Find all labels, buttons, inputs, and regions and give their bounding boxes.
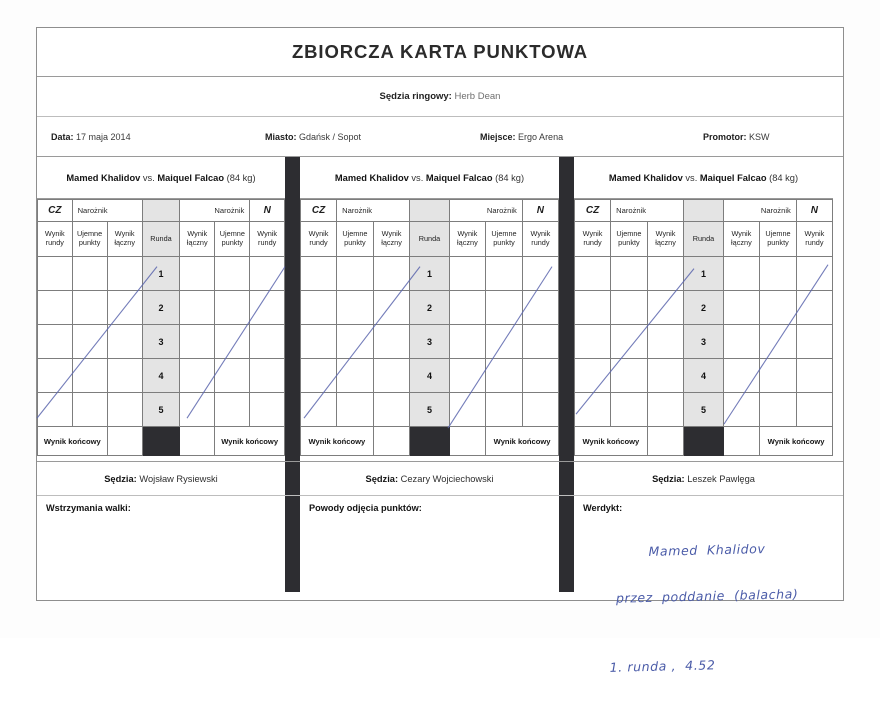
col-round-result-right-2: Wynik rundy: [522, 222, 558, 257]
col-negative-right-2: Ujemne punkty: [486, 222, 523, 257]
corner-label-left-3: Narożnik: [611, 200, 684, 222]
handwritten-verdict: [602, 513, 802, 725]
cell-total-left[interactable]: [647, 325, 684, 359]
round-number: 2: [410, 291, 449, 325]
col-round-result-left-2: Wynik rundy: [301, 222, 337, 257]
final-label-right-2: Wynik końcowy: [486, 427, 559, 456]
page-title: ZBIORCZA KARTA PUNKTOWA: [291, 41, 589, 62]
table-row: [38, 257, 285, 291]
fight-title-2: [300, 157, 559, 199]
cell-negative-right[interactable]: [486, 257, 523, 291]
meta-city-value: Gdańsk / Sopot: [299, 131, 362, 142]
cell-score-left[interactable]: [38, 359, 73, 393]
final-result-row-3: [575, 427, 833, 456]
corner-code-right-1: N: [250, 200, 285, 222]
cell-score-left[interactable]: [575, 291, 611, 325]
cell-score-left[interactable]: [301, 257, 337, 291]
cell-total-left[interactable]: [107, 393, 142, 427]
final-label-left-3: Wynik końcowy: [575, 427, 648, 456]
meta-promoter-value: KSW: [749, 131, 770, 142]
table-row: [301, 257, 559, 291]
cell-score-right[interactable]: [250, 257, 285, 291]
cell-total-right[interactable]: [180, 359, 215, 393]
round-number: 3: [410, 325, 449, 359]
col-negative-left-1: Ujemne punkty: [72, 222, 107, 257]
cell-total-right[interactable]: [180, 257, 215, 291]
note-point-deductions[interactable]: [300, 496, 559, 592]
scoring-panel-2: [300, 157, 559, 461]
final-cell-left-1[interactable]: [107, 427, 142, 456]
corner-gap-2: [410, 200, 449, 222]
score-grid-1: [37, 199, 285, 456]
final-result-row-1: [38, 427, 285, 456]
corner-header-row-1: [38, 200, 285, 222]
referee-line: [380, 91, 501, 102]
scoring-panel-3: [574, 157, 833, 461]
col-total-right-1: Wynik łączny: [180, 222, 215, 257]
table-row: [301, 291, 559, 325]
round-number: 3: [142, 325, 180, 359]
cell-score-left[interactable]: [575, 325, 611, 359]
cell-negative-left[interactable]: [337, 393, 374, 427]
final-label-left-2: Wynik końcowy: [301, 427, 374, 456]
final-label-right-3: Wynik końcowy: [760, 427, 833, 456]
table-row: [575, 257, 833, 291]
weight-class-3: (84 kg): [769, 172, 799, 183]
table-row: [301, 325, 559, 359]
cell-negative-right[interactable]: [486, 359, 523, 393]
meta-date-label: Data:: [51, 131, 74, 142]
col-round-result-right-1: Wynik rundy: [250, 222, 285, 257]
cell-total-right[interactable]: [180, 291, 215, 325]
cell-score-left[interactable]: [575, 257, 611, 291]
title-row: [37, 28, 843, 77]
cell-total-right[interactable]: [723, 359, 760, 393]
round-number: 2: [142, 291, 180, 325]
col-total-left-1: Wynik łączny: [107, 222, 142, 257]
event-meta-row: [37, 117, 843, 157]
corner-gap-1: [142, 200, 180, 222]
panel-separator-1: [285, 157, 300, 461]
cell-score-right[interactable]: [250, 393, 285, 427]
judge-1: [37, 462, 285, 495]
cell-negative-left[interactable]: [611, 359, 648, 393]
cell-total-right[interactable]: [449, 257, 486, 291]
cell-score-right[interactable]: [250, 291, 285, 325]
note-stoppages[interactable]: [37, 496, 285, 592]
cell-total-left[interactable]: [373, 393, 410, 427]
round-number: 5: [410, 393, 449, 427]
cell-negative-right[interactable]: [760, 325, 797, 359]
cell-negative-right[interactable]: [486, 291, 523, 325]
fighter-blue-3: Maiquel Falcao: [699, 172, 767, 183]
cell-score-left[interactable]: [575, 359, 611, 393]
fighter-red-3: Mamed Khalidov: [608, 172, 683, 183]
table-row: [575, 291, 833, 325]
panel-separator-2: [559, 157, 574, 461]
cell-total-left[interactable]: [647, 291, 684, 325]
final-label-left-1: Wynik końcowy: [38, 427, 108, 456]
cell-negative-left[interactable]: [611, 393, 648, 427]
cell-total-left[interactable]: [373, 291, 410, 325]
cell-negative-left[interactable]: [72, 359, 107, 393]
cell-score-right[interactable]: [522, 291, 558, 325]
cell-negative-left[interactable]: [611, 291, 648, 325]
table-row: [575, 359, 833, 393]
cell-negative-right[interactable]: [760, 291, 797, 325]
cell-score-left[interactable]: [38, 325, 73, 359]
meta-date-value: 17 maja 2014: [76, 131, 131, 142]
cell-total-right[interactable]: [723, 257, 760, 291]
cell-total-right[interactable]: [180, 393, 215, 427]
cell-total-right[interactable]: [180, 325, 215, 359]
vs-label-3: vs.: [685, 172, 698, 183]
cell-score-left[interactable]: [301, 393, 337, 427]
col-total-left-3: Wynik łączny: [647, 222, 684, 257]
cell-score-right[interactable]: [796, 291, 832, 325]
col-round-3: Runda: [684, 222, 723, 257]
col-round-1: Runda: [142, 222, 180, 257]
cell-total-right[interactable]: [449, 291, 486, 325]
cell-score-left[interactable]: [301, 325, 337, 359]
fighter-blue-2: Maiquel Falcao: [425, 172, 493, 183]
meta-city-label: Miasto:: [265, 131, 297, 142]
col-negative-right-1: Ujemne punkty: [215, 222, 250, 257]
vs-label-1: vs.: [142, 172, 155, 183]
judge-2-name: Cezary Wojciechowski: [400, 473, 494, 484]
cell-negative-left[interactable]: [611, 257, 648, 291]
handwritten-verdict-line-1: Mamed Khalidov: [648, 541, 766, 559]
blocked-cell-2: [410, 427, 449, 456]
table-row: [38, 325, 285, 359]
corner-label-right-2: Narożnik: [449, 200, 522, 222]
judge-1-label: Sędzia:: [104, 473, 137, 484]
corner-code-left-2: CZ: [301, 200, 337, 222]
cell-total-left[interactable]: [373, 325, 410, 359]
note-separator-2: [559, 496, 574, 592]
table-row: [301, 359, 559, 393]
meta-date: [51, 132, 259, 142]
corner-header-row-2: [301, 200, 559, 222]
round-number: 1: [142, 257, 180, 291]
cell-negative-left[interactable]: [337, 359, 374, 393]
note-point-deductions-label: Powody odjęcia punktów:: [309, 503, 422, 513]
cell-score-left[interactable]: [301, 291, 337, 325]
cell-total-right[interactable]: [449, 325, 486, 359]
judge-3: [574, 462, 833, 495]
cell-total-left[interactable]: [647, 393, 684, 427]
col-total-left-2: Wynik łączny: [373, 222, 410, 257]
round-number: 4: [684, 359, 723, 393]
round-number: 4: [142, 359, 180, 393]
round-number: 3: [684, 325, 723, 359]
handwritten-verdict-line-3: 1. runda , 4.52: [609, 657, 716, 675]
col-round-result-left-1: Wynik rundy: [38, 222, 73, 257]
cell-total-left[interactable]: [107, 291, 142, 325]
cell-negative-left[interactable]: [72, 257, 107, 291]
col-negative-left-2: Ujemne punkty: [337, 222, 374, 257]
col-negative-right-3: Ujemne punkty: [760, 222, 797, 257]
note-verdict[interactable]: [574, 496, 833, 675]
judge-3-label: Sędzia:: [652, 473, 685, 484]
column-header-row-1: [38, 222, 285, 257]
table-row: [575, 393, 833, 427]
table-row: [301, 393, 559, 427]
judge-1-name: Wojsław Rysiewski: [139, 473, 218, 484]
fighter-blue-1: Maiquel Falcao: [157, 172, 225, 183]
corner-label-left-2: Narożnik: [337, 200, 410, 222]
score-grid-2: [300, 199, 559, 456]
cell-total-right[interactable]: [449, 359, 486, 393]
cell-negative-left[interactable]: [72, 393, 107, 427]
weight-class-1: (84 kg): [226, 172, 256, 183]
final-result-row-2: [301, 427, 559, 456]
cell-score-left[interactable]: [38, 393, 73, 427]
corner-label-left-1: Narożnik: [72, 200, 142, 222]
col-total-right-3: Wynik łączny: [723, 222, 760, 257]
fighter-red-2: Mamed Khalidov: [334, 172, 409, 183]
scoring-panel-1: [37, 157, 285, 461]
judge-2: [300, 462, 559, 495]
notes-row: [37, 496, 843, 675]
round-number: 5: [142, 393, 180, 427]
cell-total-left[interactable]: [107, 325, 142, 359]
table-row: [38, 291, 285, 325]
fight-title-3: [574, 157, 833, 199]
cell-total-right[interactable]: [723, 325, 760, 359]
meta-venue-value: Ergo Arena: [518, 131, 564, 142]
cell-negative-right[interactable]: [760, 359, 797, 393]
cell-score-right[interactable]: [250, 325, 285, 359]
cell-total-left[interactable]: [107, 257, 142, 291]
table-row: [38, 393, 285, 427]
col-round-result-right-3: Wynik rundy: [796, 222, 832, 257]
final-label-right-1: Wynik końcowy: [215, 427, 285, 456]
scanned-sheet: [36, 27, 844, 675]
cell-score-right[interactable]: [250, 359, 285, 393]
cell-score-right[interactable]: [796, 325, 832, 359]
cell-negative-right[interactable]: [215, 325, 250, 359]
judges-row: [37, 462, 843, 496]
round-number: 1: [410, 257, 449, 291]
round-number: 2: [684, 291, 723, 325]
cell-negative-left[interactable]: [72, 291, 107, 325]
corner-code-left-3: CZ: [575, 200, 611, 222]
fighter-red-1: Mamed Khalidov: [66, 172, 141, 183]
corner-code-left-1: CZ: [38, 200, 73, 222]
meta-promoter: [675, 132, 829, 142]
col-round-result-left-3: Wynik rundy: [575, 222, 611, 257]
cell-negative-left[interactable]: [337, 325, 374, 359]
cell-total-right[interactable]: [449, 393, 486, 427]
vs-label-2: vs.: [411, 172, 424, 183]
cell-score-right[interactable]: [796, 257, 832, 291]
note-verdict-label: Werdykt:: [583, 503, 623, 513]
cell-score-right[interactable]: [796, 359, 832, 393]
cell-negative-right[interactable]: [215, 257, 250, 291]
cell-total-left[interactable]: [647, 359, 684, 393]
referee-name: Herb Dean: [454, 91, 501, 102]
cell-negative-right[interactable]: [486, 393, 523, 427]
cell-score-right[interactable]: [796, 393, 832, 427]
cell-score-left[interactable]: [575, 393, 611, 427]
note-stoppages-label: Wstrzymania walki:: [46, 503, 131, 513]
note-separator-1: [285, 496, 300, 592]
blocked-cell-3: [684, 427, 723, 456]
cell-total-left[interactable]: [373, 257, 410, 291]
referee-label: Sędzia ringowy:: [379, 91, 452, 102]
score-grid-3: [574, 199, 833, 456]
col-round-2: Runda: [410, 222, 449, 257]
cell-negative-right[interactable]: [215, 393, 250, 427]
weight-class-2: (84 kg): [495, 172, 525, 183]
table-row: [575, 325, 833, 359]
judge-2-label: Sędzia:: [365, 473, 399, 484]
col-negative-left-3: Ujemne punkty: [611, 222, 648, 257]
meta-city: [259, 132, 470, 142]
cell-total-left[interactable]: [107, 359, 142, 393]
meta-promoter-label: Promotor:: [703, 131, 747, 142]
cell-negative-right[interactable]: [760, 257, 797, 291]
judge-separator-2: [559, 462, 574, 495]
cell-score-left[interactable]: [301, 359, 337, 393]
scoring-panels: [37, 157, 843, 462]
corner-code-right-3: N: [796, 200, 832, 222]
column-header-row-2: [301, 222, 559, 257]
column-header-row-3: [575, 222, 833, 257]
final-cell-left-2[interactable]: [373, 427, 410, 456]
cell-score-right[interactable]: [522, 393, 558, 427]
blocked-cell-1: [142, 427, 180, 456]
cell-total-left[interactable]: [647, 257, 684, 291]
final-cell-left-3[interactable]: [647, 427, 684, 456]
cell-score-right[interactable]: [522, 325, 558, 359]
cell-negative-left[interactable]: [337, 257, 374, 291]
cell-negative-right[interactable]: [215, 359, 250, 393]
corner-gap-3: [684, 200, 723, 222]
cell-negative-left[interactable]: [611, 325, 648, 359]
corner-label-right-3: Narożnik: [723, 200, 796, 222]
judge-separator-1: [285, 462, 300, 495]
col-total-right-2: Wynik łączny: [449, 222, 486, 257]
cell-negative-left[interactable]: [337, 291, 374, 325]
final-cell-right-3[interactable]: [723, 427, 760, 456]
cell-total-left[interactable]: [373, 359, 410, 393]
round-number: 1: [684, 257, 723, 291]
round-number: 4: [410, 359, 449, 393]
cell-negative-right[interactable]: [486, 325, 523, 359]
meta-venue: [470, 132, 675, 142]
cell-score-right[interactable]: [522, 257, 558, 291]
cell-negative-right[interactable]: [760, 393, 797, 427]
corner-label-right-1: Narożnik: [180, 200, 250, 222]
handwritten-verdict-line-2: przez poddanie (balacha): [615, 586, 799, 606]
round-number: 5: [684, 393, 723, 427]
corner-code-right-2: N: [522, 200, 558, 222]
cell-negative-left[interactable]: [72, 325, 107, 359]
cell-score-left[interactable]: [38, 291, 73, 325]
cell-negative-right[interactable]: [215, 291, 250, 325]
corner-header-row-3: [575, 200, 833, 222]
judge-3-name: Leszek Pawlęga: [687, 473, 755, 484]
table-row: [38, 359, 285, 393]
final-cell-right-1[interactable]: [180, 427, 215, 456]
referee-row: [37, 77, 843, 117]
cell-score-left[interactable]: [38, 257, 73, 291]
fight-title-1: [37, 157, 285, 199]
cell-total-right[interactable]: [723, 291, 760, 325]
cell-total-right[interactable]: [723, 393, 760, 427]
cell-score-right[interactable]: [522, 359, 558, 393]
meta-venue-label: Miejsce:: [480, 131, 516, 142]
final-cell-right-2[interactable]: [449, 427, 486, 456]
